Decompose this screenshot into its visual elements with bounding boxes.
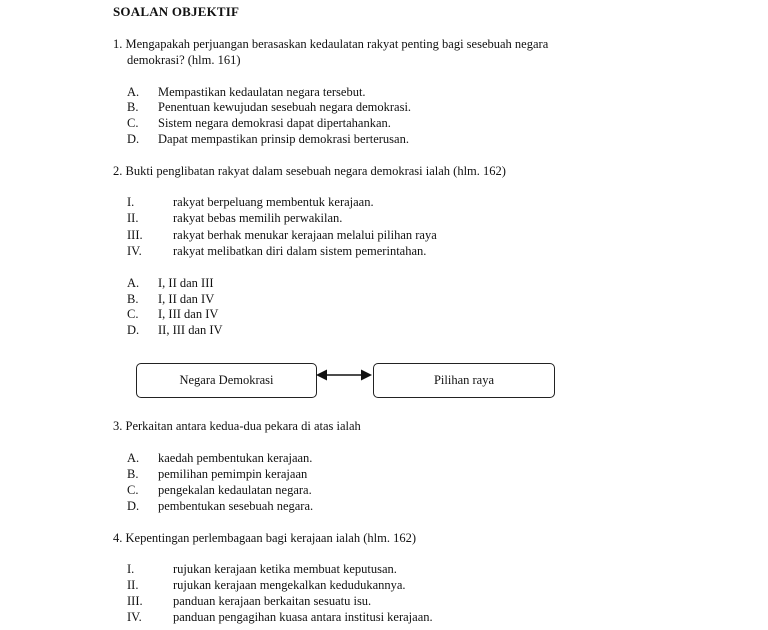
- q3-option-a: kaedah pembentukan kerajaan.: [158, 451, 313, 465]
- q2-statement-iii-num: III.: [127, 228, 143, 242]
- q3-option-b-letter: B.: [127, 467, 139, 481]
- q3-option-d-letter: D.: [127, 499, 140, 513]
- q4-statement-iv-num: IV.: [127, 610, 142, 624]
- q1-option-d-letter: D.: [127, 132, 140, 146]
- question-3-text: 3. Perkaitan antara kedua-dua pekara di atas ialah: [113, 419, 361, 433]
- q4-statement-iv: panduan pengagihan kuasa antara institusi kerajaan.: [173, 610, 433, 624]
- q2-statement-iv-num: IV.: [127, 244, 142, 258]
- diagram-box-label: Negara Demokrasi: [179, 373, 274, 387]
- q2-statement-iv: rakyat melibatkan diri dalam sistem pemerintahan.: [173, 244, 427, 258]
- q1-option-c: Sistem negara demokrasi dapat dipertahankan.: [158, 116, 391, 130]
- q2-statement-ii: rakyat bebas memilih perwakilan.: [173, 211, 343, 225]
- double-arrow-icon: [315, 366, 373, 384]
- q3-option-c: pengekalan kedaulatan negara.: [158, 483, 312, 497]
- q1-option-d: Dapat mempastikan prinsip demokrasi berterusan.: [158, 132, 409, 146]
- page-title: SOALAN OBJEKTIF: [113, 4, 240, 19]
- q2-option-a-letter: A.: [127, 276, 140, 290]
- q2-statement-iii: rakyat berhak menukar kerajaan melalui pilihan raya: [173, 228, 437, 242]
- q1-option-a: Mempastikan kedaulatan negara tersebut.: [158, 85, 366, 99]
- q1-option-b-letter: B.: [127, 100, 139, 114]
- diagram-box-negara-demokrasi: [136, 363, 317, 398]
- q3-option-d: pembentukan sesebuah negara.: [158, 499, 314, 513]
- q2-option-d-letter: D.: [127, 323, 140, 337]
- q4-statement-ii: rujukan kerajaan mengekalkan kedudukannya.: [173, 578, 406, 592]
- q3-option-b: pemilihan pemimpin kerajaan: [158, 467, 308, 481]
- q1-option-a-letter: A.: [127, 85, 140, 99]
- q4-statement-i-num: I.: [127, 562, 135, 576]
- q2-option-b-letter: B.: [127, 292, 139, 306]
- q4-statement-iii: panduan kerajaan berkaitan sesuatu isu.: [173, 594, 372, 608]
- q1-option-b: Penentuan kewujudan sesebuah negara demokrasi.: [158, 100, 412, 114]
- q2-option-b: I, II dan IV: [158, 292, 215, 306]
- question-4-text: 4. Kepentingan perlembagaan bagi kerajaan ialah (hlm. 162): [113, 531, 417, 545]
- q4-statement-ii-num: II.: [127, 578, 139, 592]
- question-1-text: 1. Mengapakah perjuangan berasaskan kedaulatan rakyat penting bagi sesebuah negara: [113, 37, 549, 51]
- q4-statement-i: rujukan kerajaan ketika membuat keputusan.: [173, 562, 397, 576]
- q1-option-c-letter: C.: [127, 116, 139, 130]
- diagram-box-pilihan-raya: [373, 363, 555, 398]
- q2-option-c: I, III dan IV: [158, 307, 219, 321]
- question-1-text-cont: demokrasi? (hlm. 161): [127, 53, 241, 67]
- q2-statement-i-num: I.: [127, 195, 135, 209]
- q4-statement-iii-num: III.: [127, 594, 143, 608]
- q2-statement-ii-num: II.: [127, 211, 139, 225]
- diagram-box-label: Pilihan raya: [433, 373, 495, 387]
- q3-option-a-letter: A.: [127, 451, 140, 465]
- question-2-text: 2. Bukti penglibatan rakyat dalam sesebuah negara demokrasi ialah (hlm. 162): [113, 164, 506, 178]
- q2-option-a: I, II dan III: [158, 276, 214, 290]
- q2-statement-i: rakyat berpeluang membentuk kerajaan.: [173, 195, 374, 209]
- q2-option-d: II, III dan IV: [158, 323, 223, 337]
- q2-option-c-letter: C.: [127, 307, 139, 321]
- q3-option-c-letter: C.: [127, 483, 139, 497]
